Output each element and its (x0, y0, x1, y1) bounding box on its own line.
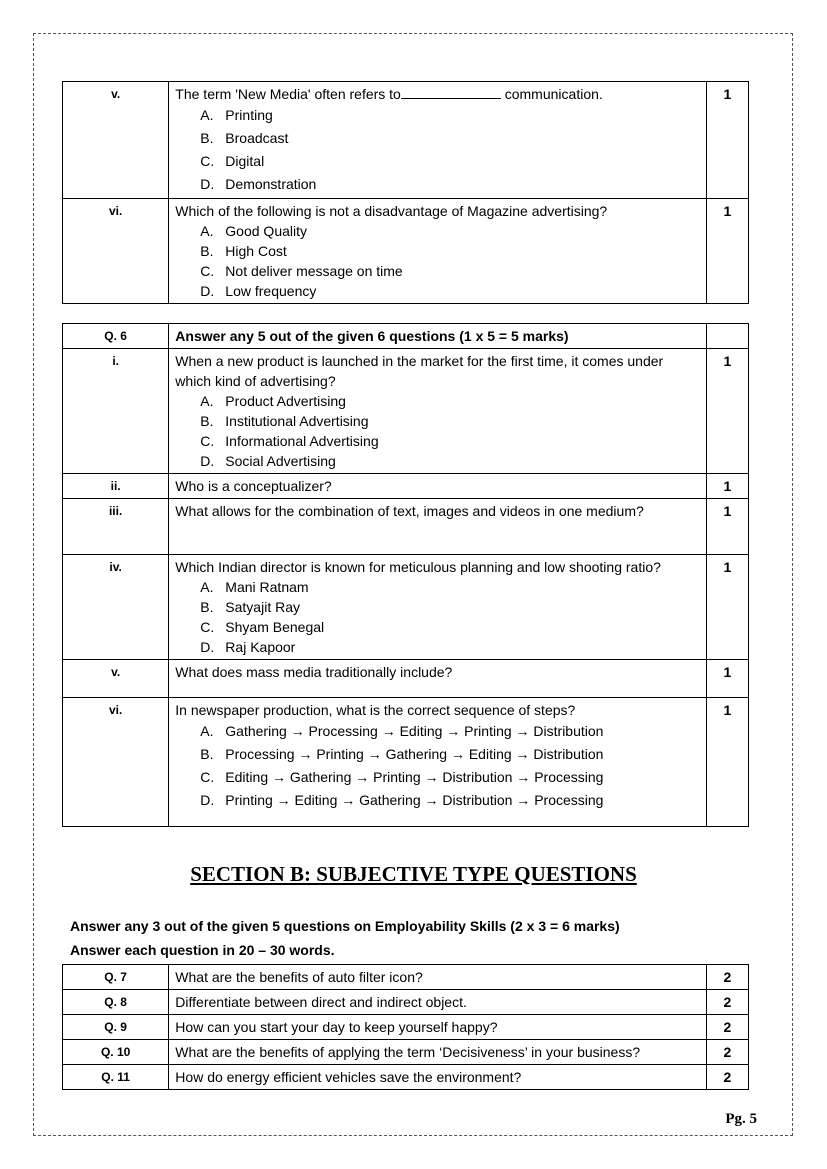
question-number: Q. 11 (63, 1065, 169, 1090)
option-item: C. Editing → Gathering → Printing → Distribution → Processing (200, 769, 604, 785)
option-item: C. Informational Advertising (200, 433, 379, 449)
option-item: A. Good Quality (200, 223, 308, 239)
table-row (63, 499, 749, 555)
section-instruction: Answer each question in 20 – 30 words. (70, 942, 335, 958)
question-cell (169, 199, 707, 304)
marks-cell: 1 (706, 698, 748, 827)
marks-cell: 1 (706, 349, 748, 474)
marks-cell: 1 (706, 660, 748, 698)
marks-cell: 1 (706, 474, 748, 499)
marks-cell: 2 (706, 965, 748, 990)
table-row (63, 1040, 749, 1065)
table-row (63, 1015, 749, 1040)
table-row (63, 965, 749, 990)
question-text: The term 'New Media' often refers to communication. (175, 86, 603, 102)
marks-cell: 2 (706, 990, 748, 1015)
question-text: In newspaper production, what is the correct sequence of steps? (175, 702, 576, 718)
option-item: A. Printing (200, 107, 273, 123)
question-number: Q. 7 (63, 965, 169, 990)
option-item: A. Mani Ratnam (200, 579, 309, 595)
question-text: How can you start your day to keep yourself happy? (169, 1015, 707, 1040)
option-item: D. Low frequency (200, 283, 317, 299)
option-list (175, 577, 700, 657)
question-table-1 (62, 81, 749, 304)
question-number: v. (63, 82, 169, 199)
question-text: What does mass media traditionally include? (169, 660, 707, 698)
section-title: SECTION B: SUBJECTIVE TYPE QUESTIONS (190, 862, 637, 886)
option-list (175, 720, 700, 812)
table-row (63, 199, 749, 304)
marks-cell: 1 (706, 499, 748, 555)
marks-cell: 2 (706, 1015, 748, 1040)
question-number: vi. (63, 199, 169, 304)
option-list (175, 104, 700, 196)
option-item: B. Institutional Advertising (200, 413, 369, 429)
section-instruction: Answer any 3 out of the given 5 questions on Employability Skills (2 x 3 = 6 marks) (70, 918, 620, 934)
question-number: iv. (63, 555, 169, 660)
table-header-row (63, 324, 749, 349)
question-cell (169, 349, 707, 474)
question-text: Which of the following is not a disadvantage of Magazine advertising? (175, 203, 608, 219)
question-number: i. (63, 349, 169, 474)
table-row (63, 555, 749, 660)
option-item: A. Product Advertising (200, 393, 346, 409)
table-row (63, 349, 749, 474)
option-item: C. Shyam Benegal (200, 619, 325, 635)
option-item: B. Processing → Printing → Gathering → Editing → Distribution (200, 746, 604, 762)
question-number: Q. 8 (63, 990, 169, 1015)
fill-blank (401, 86, 501, 99)
question-cell (169, 698, 707, 827)
question-text: When a new product is launched in the market for the first time, it comes under which kind of advertising? (175, 353, 664, 389)
option-item: B. Satyajit Ray (200, 599, 300, 615)
question-number: v. (63, 660, 169, 698)
question-table-2 (62, 323, 749, 827)
option-item: B. High Cost (200, 243, 287, 259)
option-item: D. Printing → Editing → Gathering → Distribution → Processing (200, 792, 604, 808)
table-row (63, 660, 749, 698)
question-number: ii. (63, 474, 169, 499)
option-item: C. Not deliver message on time (200, 263, 403, 279)
page-number: Pg. 5 (725, 1111, 757, 1127)
table-row (63, 474, 749, 499)
option-item: D. Demonstration (200, 176, 317, 192)
option-item: C. Digital (200, 153, 265, 169)
question-number: Q. 10 (63, 1040, 169, 1065)
marks-cell: 2 (706, 1065, 748, 1090)
question-table-3 (62, 964, 749, 1090)
option-item: D. Raj Kapoor (200, 639, 296, 655)
marks-cell (706, 324, 748, 349)
marks-cell: 1 (706, 199, 748, 304)
option-item: D. Social Advertising (200, 453, 336, 469)
table-row (63, 698, 749, 827)
table-row (63, 990, 749, 1015)
question-text: What allows for the combination of text, images and videos in one medium? (169, 499, 707, 555)
question-text: What are the benefits of applying the term ‘Decisiveness’ in your business? (169, 1040, 707, 1065)
question-number: vi. (63, 698, 169, 827)
section-instruction: Answer any 5 out of the given 6 questions (1 x 5 = 5 marks) (169, 324, 707, 349)
question-text: Who is a conceptualizer? (169, 474, 707, 499)
option-item: B. Broadcast (200, 130, 289, 146)
question-text: How do energy efficient vehicles save the environment? (169, 1065, 707, 1090)
table-row (63, 1065, 749, 1090)
table-row (63, 82, 749, 199)
marks-cell: 1 (706, 555, 748, 660)
question-cell (169, 82, 707, 199)
question-number: Q. 6 (63, 324, 169, 349)
option-list (175, 391, 700, 471)
question-number: Q. 9 (63, 1015, 169, 1040)
question-text: Differentiate between direct and indirect object. (169, 990, 707, 1015)
question-cell (169, 555, 707, 660)
option-list (175, 221, 700, 301)
question-text: What are the benefits of auto filter icon? (169, 965, 707, 990)
marks-cell: 2 (706, 1040, 748, 1065)
marks-cell: 1 (706, 82, 748, 199)
option-item: A. Gathering → Processing → Editing → Printing → Distribution (200, 723, 604, 739)
question-text: Which Indian director is known for meticulous planning and low shooting ratio? (175, 559, 661, 575)
question-number: iii. (63, 499, 169, 555)
